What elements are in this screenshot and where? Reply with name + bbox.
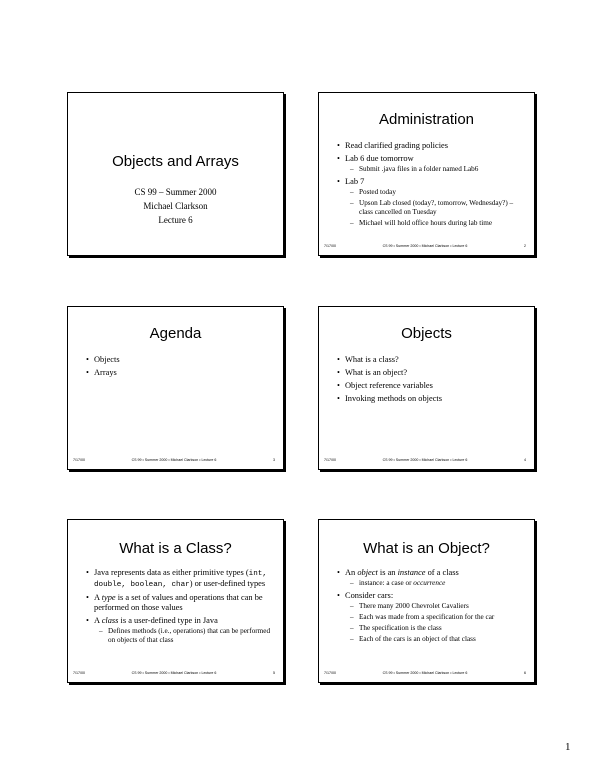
list-item: • Lab 6 due tomorrow – Submit .java files in a folder named Lab6 xyxy=(337,154,524,174)
slide-title: Administration xyxy=(378,111,475,128)
sub-item: – Michael will hold office hours during lab time xyxy=(345,219,524,228)
slide-1 xyxy=(67,92,284,256)
footer-date: 7/17/00 xyxy=(324,458,336,462)
bullet-list xyxy=(337,355,524,407)
list-item: • What is a class? xyxy=(337,355,524,365)
sub-item: – instance: a case or occurrence xyxy=(345,579,524,588)
author-line: Michael Clarkson xyxy=(143,201,208,211)
slide-6 xyxy=(318,519,535,683)
footer-date: 7/17/00 xyxy=(324,671,336,675)
slide-3 xyxy=(67,306,284,470)
sub-item: – Upson Lab closed (today?, tomorrow, Wednesday?) – class cancelled on Tuesday xyxy=(345,199,524,217)
sub-item: – Posted today xyxy=(345,188,524,197)
sub-item: – Submit .java files in a folder named Lab6 xyxy=(345,165,524,174)
list-item: • Object reference variables xyxy=(337,381,524,391)
footer-slide-number: 5 xyxy=(273,671,275,675)
list-item: • What is an object? xyxy=(337,368,524,378)
footer-course: CS 99 • Summer 2000 • Michael Clarkson • Lecture 6 xyxy=(382,671,468,675)
sub-item: – Defines methods (i.e., operations) that can be performed on objects of that class xyxy=(94,627,273,645)
sub-item: – Each of the cars is an object of that class xyxy=(345,635,524,644)
slide-title: Agenda xyxy=(149,325,202,342)
slide-footer xyxy=(73,457,275,463)
bullet-list xyxy=(337,141,524,231)
slide-title: Objects xyxy=(401,325,452,342)
bullet-list xyxy=(86,568,273,648)
slide-2 xyxy=(318,92,535,256)
list-item: • Read clarified grading policies xyxy=(337,141,524,151)
footer-slide-number: 4 xyxy=(524,458,526,462)
list-item: • An object is an instance of a class – instance: a case or occurrence xyxy=(337,568,524,588)
slide-4 xyxy=(318,306,535,470)
list-item: • Lab 7 – Posted today – Upson Lab closed (today?, tomorrow, Wednesday?) – class cancelled on Tuesday – Michael will hold office hours during lab time xyxy=(337,177,524,228)
slide-title: What is a Class? xyxy=(119,540,232,557)
footer-course: CS 99 • Summer 2000 • Michael Clarkson • Lecture 6 xyxy=(131,458,217,462)
footer-slide-number: 3 xyxy=(273,458,275,462)
list-item: • A type is a set of values and operations that can be performed on those values xyxy=(86,593,273,613)
bullet-list xyxy=(337,568,524,647)
lecture-line: Lecture 6 xyxy=(158,215,193,225)
slide-title: Objects and Arrays xyxy=(112,153,239,170)
footer-date: 7/17/00 xyxy=(73,671,85,675)
list-item: • Arrays xyxy=(86,368,273,378)
slide-footer xyxy=(324,670,526,676)
sub-item: – The specification is the class xyxy=(345,624,524,633)
list-item: • Invoking methods on objects xyxy=(337,394,524,404)
footer-slide-number: 6 xyxy=(524,671,526,675)
footer-slide-number: 2 xyxy=(524,244,526,248)
list-item: • A class is a user-defined type in Java – Defines methods (i.e., operations) that can be performed on objects of that class xyxy=(86,616,273,645)
list-item: • Objects xyxy=(86,355,273,365)
sub-item: – There many 2000 Chevrolet Cavaliers xyxy=(345,602,524,611)
page-number: 1 xyxy=(565,741,571,753)
code-text: int, double, boolean, char xyxy=(94,570,267,589)
course-line: CS 99 – Summer 2000 xyxy=(134,187,217,197)
slide-footer xyxy=(324,457,526,463)
slide-5 xyxy=(67,519,284,683)
footer-date: 7/17/00 xyxy=(73,458,85,462)
footer-course: CS 99 • Summer 2000 • Michael Clarkson • Lecture 6 xyxy=(382,458,468,462)
list-item: • Java represents data as either primitive types (int, double, boolean, char) or user-defined types xyxy=(86,568,273,590)
sub-item: – Each was made from a specification for the car xyxy=(345,613,524,622)
footer-course: CS 99 • Summer 2000 • Michael Clarkson • Lecture 6 xyxy=(382,244,468,248)
slide-footer xyxy=(324,243,526,249)
footer-date: 7/17/00 xyxy=(324,244,336,248)
bullet-list xyxy=(86,355,273,381)
slide-footer xyxy=(73,670,275,676)
slide-title: What is an Object? xyxy=(363,540,490,557)
footer-course: CS 99 • Summer 2000 • Michael Clarkson • Lecture 6 xyxy=(131,671,217,675)
slide-subtitle xyxy=(68,185,283,227)
list-item: • Consider cars: – There many 2000 Chevrolet Cavaliers – Each was made from a specification for the car – The specification is the class – Each of the cars is an object of that class xyxy=(337,591,524,644)
